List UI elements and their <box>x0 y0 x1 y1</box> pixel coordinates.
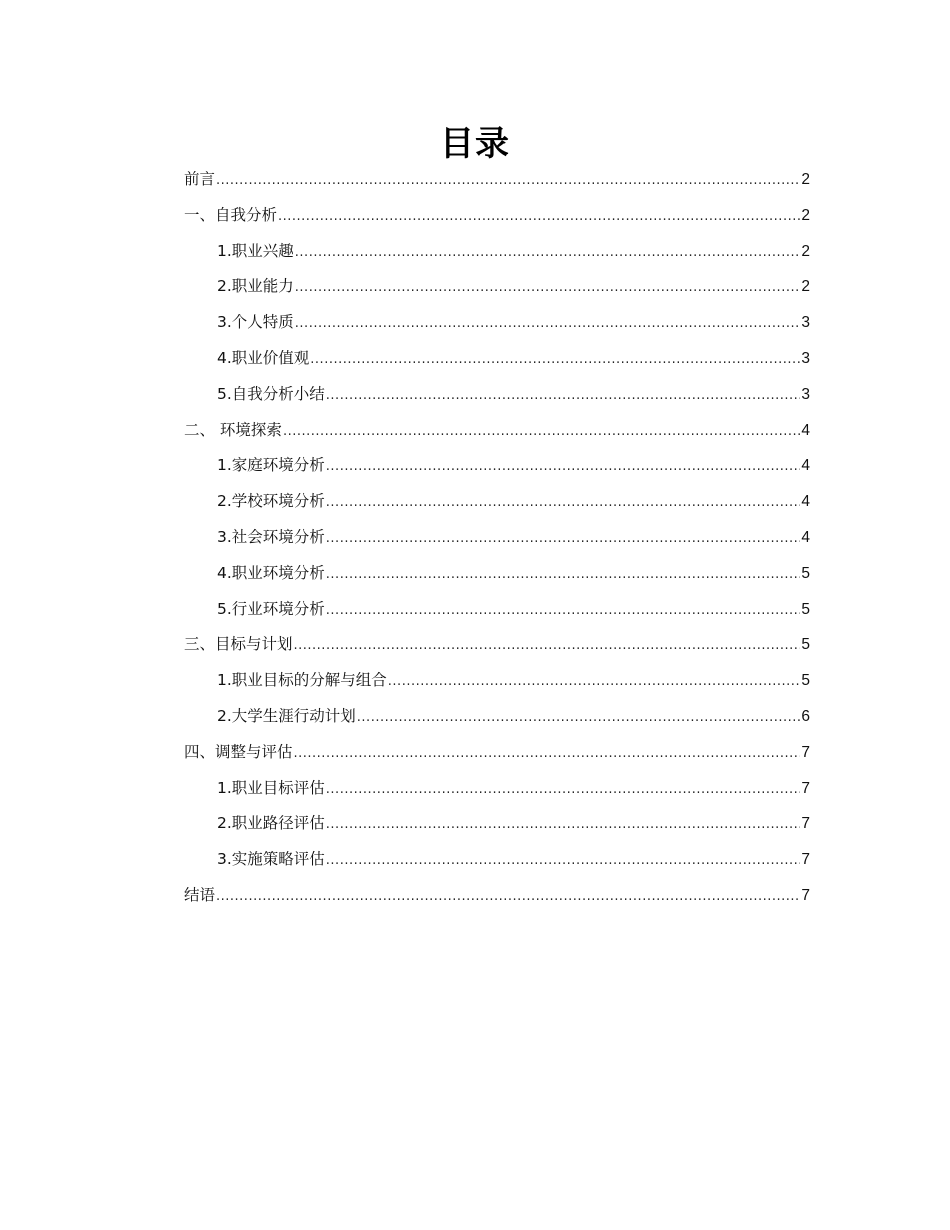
toc-entry-label: 1.职业目标评估 <box>217 778 325 797</box>
page-title: 目录 <box>440 124 510 164</box>
dot-leader <box>326 521 801 557</box>
dot-leader <box>216 879 800 915</box>
toc-page-number: 3 <box>801 385 810 403</box>
toc-entry-family-environment[interactable] <box>184 448 810 484</box>
toc-page-number: 4 <box>801 528 810 546</box>
dot-leader <box>216 163 800 199</box>
toc-page-number: 5 <box>801 600 810 618</box>
dot-leader <box>278 199 800 235</box>
toc-page-number: 7 <box>801 815 810 833</box>
toc-page-number: 3 <box>801 349 810 367</box>
toc-entry-label: 3.个人特质 <box>217 313 294 332</box>
toc-page-number: 4 <box>801 493 810 511</box>
toc-entry-label: 2.职业路径评估 <box>217 814 325 833</box>
toc-entry-label: 1.家庭环境分析 <box>217 456 325 475</box>
toc-page-number: 5 <box>801 636 810 654</box>
dot-leader <box>326 449 801 485</box>
toc-entry-label: 2.大学生涯行动计划 <box>217 706 356 725</box>
toc-page-number: 2 <box>801 206 810 224</box>
toc-entry-strategy-evaluation[interactable] <box>184 842 810 878</box>
toc-page-number: 4 <box>801 421 810 439</box>
dot-leader <box>388 664 801 700</box>
toc-entry-goals-and-plans[interactable] <box>184 627 810 663</box>
toc-entry-label: 1.职业兴趣 <box>217 241 294 260</box>
dot-leader <box>326 557 801 593</box>
toc-entry-label: 2.职业能力 <box>217 277 294 296</box>
toc-entry-label: 3.实施策略评估 <box>217 850 325 869</box>
toc-entry-label: 前言 <box>184 170 216 188</box>
toc-page-number: 7 <box>801 886 810 904</box>
toc-entry-self-analysis-summary[interactable] <box>184 377 810 413</box>
dot-leader <box>310 342 800 378</box>
toc-entry-label: 结语 <box>184 885 216 904</box>
toc-entry-preface[interactable] <box>184 162 810 198</box>
toc-entry-label: 4.职业环境分析 <box>217 563 325 582</box>
toc-page-number: 7 <box>801 743 810 761</box>
toc-page-number: 5 <box>801 564 810 582</box>
toc-entry-self-analysis[interactable] <box>184 198 810 234</box>
toc-page-number: 3 <box>801 314 810 332</box>
toc-entry-social-environment[interactable] <box>184 520 810 556</box>
dot-leader <box>326 772 801 808</box>
dot-leader <box>357 700 801 736</box>
dot-leader <box>283 414 800 450</box>
dot-leader <box>294 628 801 664</box>
toc-entry-label: 5.行业环境分析 <box>217 599 325 618</box>
toc-entry-goal-evaluation[interactable] <box>184 771 810 807</box>
toc-page-number: 5 <box>801 672 810 690</box>
dot-leader <box>294 736 801 772</box>
toc-entry-label: 2.学校环境分析 <box>217 492 325 511</box>
toc-page-number: 2 <box>801 242 810 260</box>
dot-leader <box>326 593 801 629</box>
toc-page-number: 2 <box>801 171 810 188</box>
toc-page-number: 2 <box>801 278 810 296</box>
toc-entry-personal-traits[interactable] <box>184 305 810 341</box>
dot-leader <box>326 485 801 521</box>
toc-entry-label: 二、 环境探索 <box>184 420 282 439</box>
table-of-contents <box>184 162 810 914</box>
toc-entry-career-ability[interactable] <box>184 269 810 305</box>
toc-entry-conclusion[interactable] <box>184 878 810 914</box>
toc-entry-label: 一、自我分析 <box>184 205 278 224</box>
toc-page-number: 7 <box>801 851 810 869</box>
toc-entry-path-evaluation[interactable] <box>184 806 810 842</box>
toc-entry-label: 四、调整与评估 <box>184 742 293 761</box>
dot-leader <box>295 270 801 306</box>
dot-leader <box>295 235 801 271</box>
toc-entry-label: 三、目标与计划 <box>184 635 293 654</box>
toc-entry-label: 3.社会环境分析 <box>217 527 325 546</box>
toc-entry-college-action-plan[interactable] <box>184 699 810 735</box>
toc-entry-career-environment[interactable] <box>184 556 810 592</box>
toc-entry-label: 4.职业价值观 <box>217 348 310 367</box>
dot-leader <box>326 378 801 414</box>
dot-leader <box>326 807 801 843</box>
toc-entry-adjustment-evaluation[interactable] <box>184 735 810 771</box>
toc-entry-career-values[interactable] <box>184 341 810 377</box>
toc-page-number: 7 <box>801 779 810 797</box>
dot-leader <box>295 306 801 342</box>
toc-entry-goal-decomposition[interactable] <box>184 663 810 699</box>
toc-entry-career-interest[interactable] <box>184 234 810 270</box>
toc-entry-school-environment[interactable] <box>184 484 810 520</box>
toc-entry-environment-exploration[interactable] <box>184 413 810 449</box>
toc-page-number: 6 <box>801 707 810 725</box>
toc-page-number: 4 <box>801 457 810 475</box>
dot-leader <box>326 843 801 879</box>
toc-entry-label: 1.职业目标的分解与组合 <box>217 671 387 690</box>
toc-entry-industry-environment[interactable] <box>184 592 810 628</box>
toc-entry-label: 5.自我分析小结 <box>217 384 325 403</box>
